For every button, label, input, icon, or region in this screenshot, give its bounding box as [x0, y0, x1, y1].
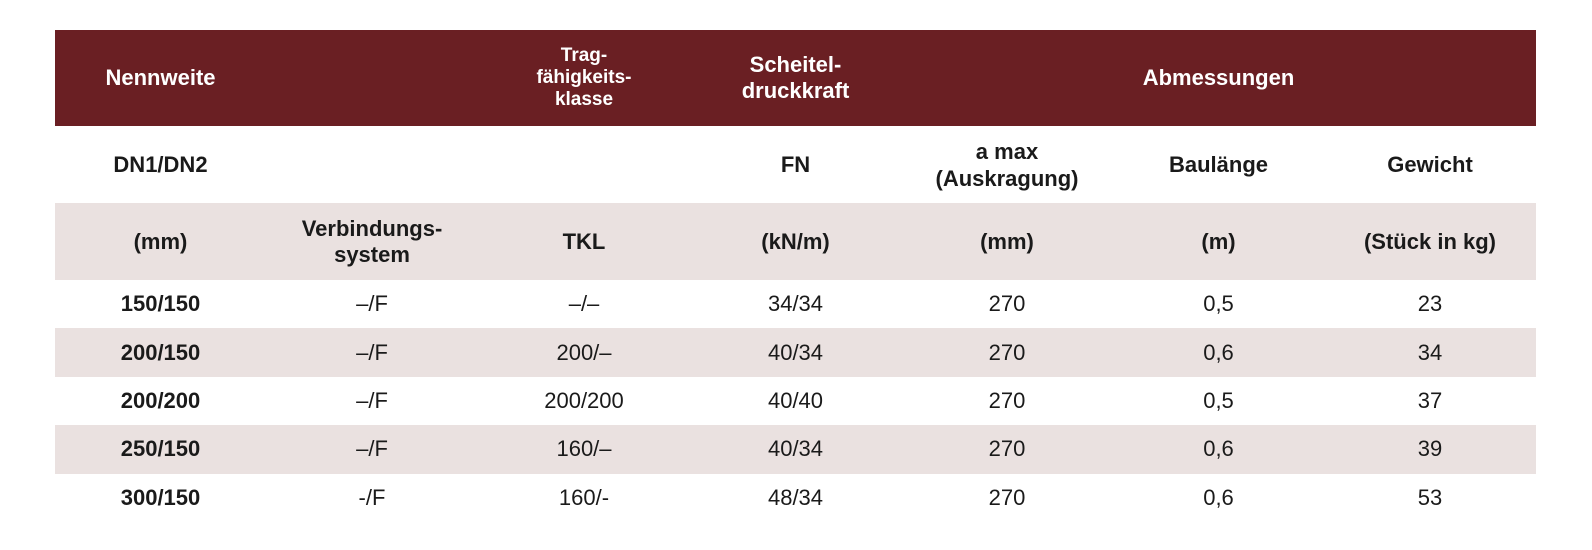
- header-amax: a max (Auskragung): [935, 138, 1079, 191]
- cell-nennweite: 150/150: [120, 291, 201, 317]
- table-row: [55, 280, 1536, 328]
- cell-baulaenge: 0,6: [1203, 436, 1234, 462]
- cell-nennweite: 300/150: [120, 484, 201, 510]
- cell-nennweite: 250/150: [120, 436, 201, 462]
- cell-baulaenge: 0,5: [1203, 291, 1234, 317]
- header-nennweite: Nennweite: [105, 65, 216, 90]
- cell-amax: 270: [988, 387, 1026, 413]
- table-row: [55, 474, 1536, 522]
- cell-gewicht: 37: [1417, 387, 1443, 413]
- cell-gewicht: 34: [1417, 339, 1443, 365]
- header-row-units: [55, 203, 1536, 280]
- cell-fn: 48/34: [767, 484, 824, 510]
- table-row: [55, 328, 1536, 376]
- header-empty: [478, 126, 690, 203]
- unit-mm: (mm): [980, 228, 1034, 254]
- cell-amax: 270: [988, 339, 1026, 365]
- cell-verbindungssystem: -/F: [358, 484, 386, 510]
- header-gewicht: Gewicht: [1387, 152, 1473, 177]
- cell-nennweite: 200/150: [120, 339, 201, 365]
- unit-stueck-kg: (Stück in kg): [1363, 228, 1496, 254]
- cell-verbindungssystem: –/F: [356, 387, 388, 413]
- dimensions-table: [55, 30, 1536, 522]
- table-row: [55, 425, 1536, 473]
- cell-amax: 270: [988, 436, 1026, 462]
- header-baulaenge: Baulänge: [1168, 152, 1269, 177]
- cell-verbindungssystem: –/F: [356, 436, 388, 462]
- cell-baulaenge: 0,5: [1203, 387, 1234, 413]
- unit-m: (m): [1201, 228, 1236, 254]
- header-empty: [266, 30, 478, 126]
- cell-baulaenge: 0,6: [1203, 339, 1234, 365]
- header-verbindungssystem: Verbindungs- system: [301, 215, 443, 267]
- cell-amax: 270: [988, 484, 1026, 510]
- cell-gewicht: 23: [1417, 291, 1443, 317]
- cell-gewicht: 39: [1417, 436, 1443, 462]
- cell-nennweite: 200/200: [120, 387, 201, 413]
- cell-fn: 40/34: [767, 339, 824, 365]
- header-row-main: [55, 30, 1536, 126]
- cell-verbindungssystem: –/F: [356, 291, 388, 317]
- cell-fn: 40/40: [767, 387, 824, 413]
- cell-fn: 40/34: [767, 436, 824, 462]
- cell-verbindungssystem: –/F: [356, 339, 388, 365]
- cell-tkl: 160/-: [558, 484, 610, 510]
- cell-gewicht: 53: [1417, 484, 1443, 510]
- cell-tkl: 200/–: [556, 339, 612, 365]
- header-fn: FN: [780, 152, 811, 177]
- cell-tkl: –/–: [568, 291, 600, 317]
- cell-tkl: 200/200: [544, 387, 624, 413]
- header-row-sub: [55, 126, 1536, 203]
- header-abmessungen: Abmessungen: [1142, 65, 1295, 90]
- header-empty: [266, 126, 478, 203]
- cell-tkl: 160/–: [556, 436, 612, 462]
- cell-baulaenge: 0,6: [1203, 484, 1234, 510]
- header-scheiteldruckkraft: Scheitel- druckkraft: [741, 52, 850, 103]
- table-row: [55, 377, 1536, 425]
- header-tragfaehigkeit: Trag- fähigkeits- klasse: [536, 45, 632, 110]
- header-tkl: TKL: [562, 228, 606, 254]
- unit-knm: (kN/m): [761, 228, 830, 254]
- unit-mm: (mm): [133, 228, 188, 254]
- cell-amax: 270: [988, 291, 1026, 317]
- header-dn: DN1/DN2: [113, 152, 208, 177]
- cell-fn: 34/34: [767, 291, 824, 317]
